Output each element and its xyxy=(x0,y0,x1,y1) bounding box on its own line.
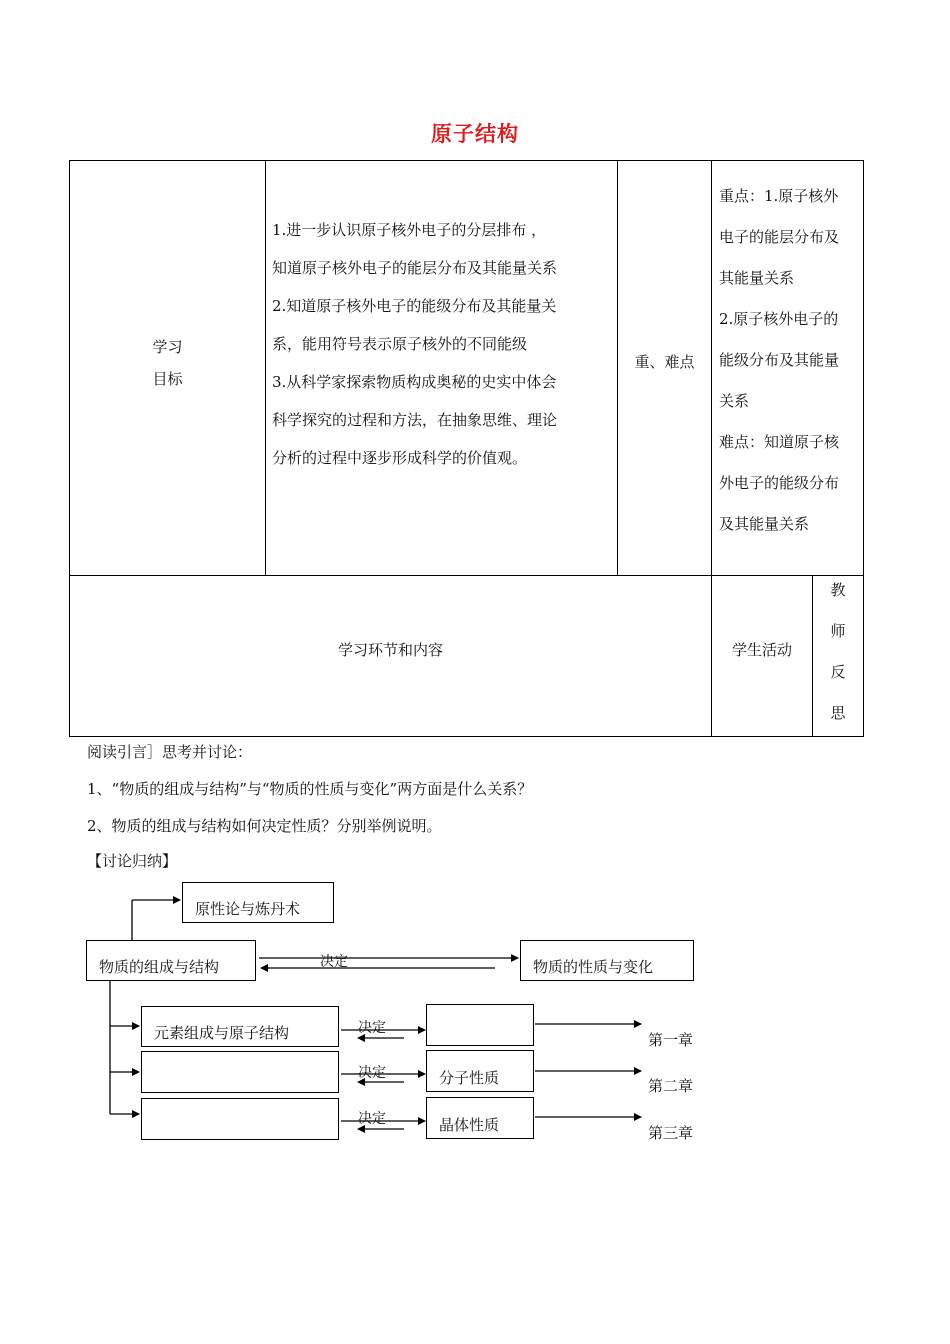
teacher-char: 师 xyxy=(830,622,846,640)
composition-box xyxy=(86,940,256,981)
goal-label-line2: 目标 xyxy=(152,370,183,388)
goal-line: 3.从科学家探索物质构成奥秘的史实中体会 xyxy=(272,373,557,391)
page-title: 原子结构 xyxy=(431,122,519,146)
row-decide-label: 决定 xyxy=(358,1065,386,1081)
row-decide-label: 决定 xyxy=(358,1111,386,1127)
empty-composition-box-3 xyxy=(141,1098,339,1140)
teacher-char: 反 xyxy=(830,663,846,681)
key-point-line: 难点：知道原子核 xyxy=(719,433,840,451)
goal-line: 科学探究的过程和方法，在抽象思维、理论 xyxy=(272,411,558,429)
properties-box xyxy=(520,940,694,981)
crystal-box xyxy=(426,1097,534,1139)
crystal-box-label: 晶体性质 xyxy=(439,1116,500,1134)
key-point-line: 重点：1.原子核外 xyxy=(719,187,839,205)
key-point-line: 及其能量关系 xyxy=(719,515,810,533)
key-point-line: 其能量关系 xyxy=(719,269,795,287)
summary-heading: 【讨论归纳】 xyxy=(87,852,178,870)
elements-box-label: 元素组成与原子结构 xyxy=(154,1024,290,1042)
chapter-label: 第一章 xyxy=(648,1031,694,1049)
key-point-line: 电子的能层分布及 xyxy=(719,228,840,246)
properties-box-label: 物质的性质与变化 xyxy=(533,958,654,976)
chapter-label: 第二章 xyxy=(648,1077,694,1095)
key-point-line: 外电子的能级分布 xyxy=(719,474,840,492)
goal-line: 2.知道原子核外电子的能级分布及其能量关 xyxy=(272,297,557,315)
chapter-label: 第三章 xyxy=(648,1124,694,1142)
key-point-line: 关系 xyxy=(719,392,750,410)
question-1: 1、“物质的组成与结构”与“物质的性质与变化”两方面是什么关系？ xyxy=(87,780,533,798)
history-box xyxy=(182,882,334,923)
elements-box xyxy=(141,1006,339,1047)
row-decide-label: 决定 xyxy=(358,1020,386,1036)
composition-box-label: 物质的组成与结构 xyxy=(99,958,220,976)
question-2: 2、物质的组成与结构如何决定性质？分别举例说明。 xyxy=(87,817,442,835)
teacher-char: 思 xyxy=(830,704,846,722)
student-activity-header: 学生活动 xyxy=(731,641,792,659)
key-point-line: 能级分布及其能量 xyxy=(719,351,840,369)
goal-line: 1.进一步认识原子核外电子的分层排布 ， xyxy=(272,221,547,239)
molecule-box-label: 分子性质 xyxy=(439,1069,500,1087)
empty-property-box-1 xyxy=(426,1004,534,1046)
decide-label: 决定 xyxy=(320,954,348,970)
key-label: 重、难点 xyxy=(634,353,695,371)
key-point-line: 2.原子核外电子的 xyxy=(719,310,839,328)
content-header: 学习环节和内容 xyxy=(337,641,443,659)
goal-line: 分析的过程中逐步形成科学的价值观。 xyxy=(272,449,528,467)
empty-composition-box-2 xyxy=(141,1051,339,1093)
history-box-label: 原性论与炼丹术 xyxy=(195,900,301,918)
intro-heading: 阅读引言］思考并讨论： xyxy=(87,743,253,761)
molecule-box xyxy=(426,1050,534,1092)
goal-line: 知道原子核外电子的能层分布及其能量关系 xyxy=(272,259,558,277)
goal-label-line1: 学习 xyxy=(152,338,183,356)
teacher-char: 教 xyxy=(830,581,846,599)
goal-line: 系，能用符号表示原子核外的不同能级 xyxy=(272,335,528,353)
